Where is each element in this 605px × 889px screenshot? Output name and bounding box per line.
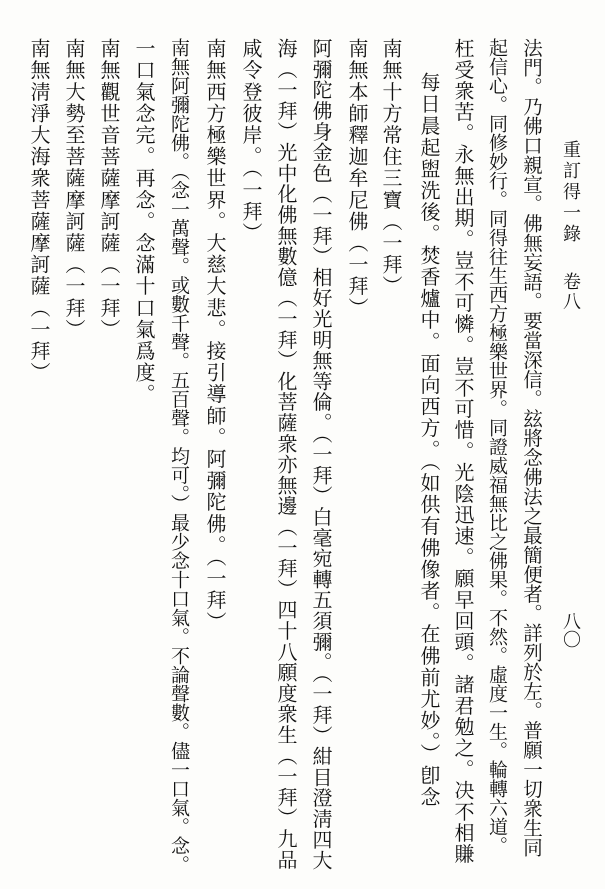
running-head-title: 重訂得一錄 bbox=[560, 140, 581, 245]
text-column-10: 南無西方極樂世界。大慈大悲。接引導師。阿彌陀佛。（一拜） bbox=[203, 38, 227, 633]
page-number: 八〇 bbox=[560, 612, 581, 648]
text-column-2: 起信心。同修妙行。同得往生西方極樂世界。同證威福無比之佛果。不然。虛度一生。輪轉六道。 bbox=[486, 38, 508, 855]
text-column-3: 枉受衆苦。永無出期。豈不可憐。豈不可惜。光陰迅速。願早回頭。諸君勉之。决不相賺 bbox=[451, 38, 475, 865]
text-column-13: 南無觀世音菩薩摩訶薩（一拜） bbox=[97, 38, 121, 341]
text-column-4: 每日晨起盥洗後。焚香爐中。面向西方。（如供有佛像者。在佛前尤妙。）卽念 bbox=[417, 72, 441, 808]
text-column-1: 法門。乃佛口親宣。佛無妄語。要當深信。玆將念佛法之最簡便者。詳列於左。普願一切衆生同 bbox=[520, 38, 543, 857]
text-column-5: 南無十方常住三寶（一拜） bbox=[379, 38, 403, 298]
text-column-6: 南無本師釋迦牟尼佛（一拜） bbox=[345, 38, 369, 319]
text-column-14: 南無大勢至菩薩摩訶薩（一拜） bbox=[62, 38, 86, 341]
text-column-9: 咸令登彼岸。（一拜） bbox=[239, 38, 263, 244]
text-column-11: 南無阿彌陀佛。（念一萬聲。或數千聲。五百聲。均可。）最少念十口氣。不論聲數。儘一口氣。念。 bbox=[168, 38, 190, 874]
text-column-8: 海（一拜）光中化佛無數億（一拜）化菩薩衆亦無邊（一拜）四十八願度衆生（一拜）九品 bbox=[274, 38, 298, 870]
running-head-volume: 卷八 bbox=[560, 272, 581, 312]
text-column-15: 南無淸淨大海衆菩薩摩訶薩（一拜） bbox=[27, 38, 51, 384]
text-column-7: 阿彌陀佛身金色（一拜）相好光明無等倫。（一拜）白毫宛轉五須彌。（一拜）紺目澄淸四大 bbox=[309, 38, 333, 871]
text-column-12: 一口氣念完。再念。念滿十口氣爲度。 bbox=[132, 38, 156, 406]
